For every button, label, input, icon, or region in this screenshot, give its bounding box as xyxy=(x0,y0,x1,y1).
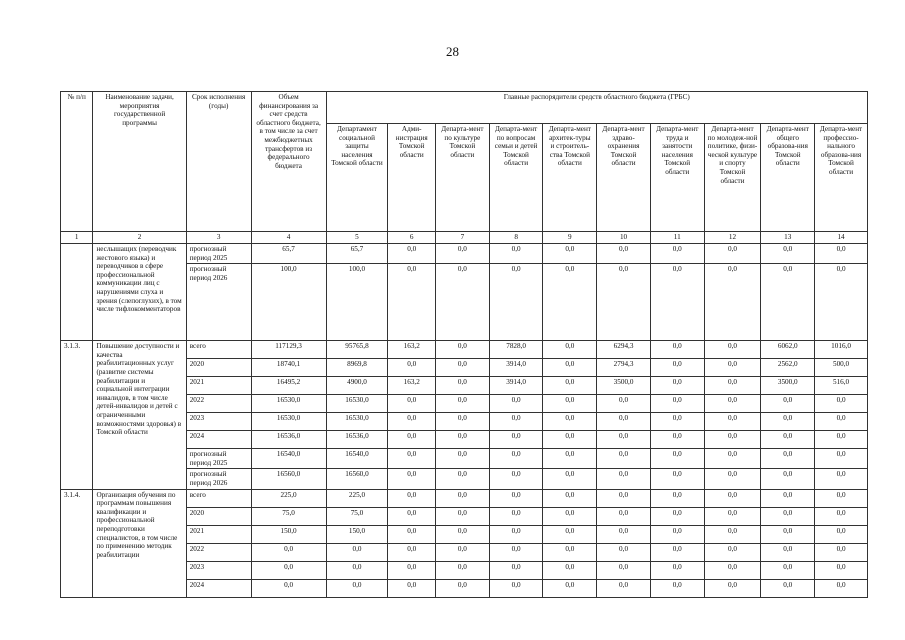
row-grbs-value: 16536,0 xyxy=(326,431,388,449)
row-grbs-value: 0,0 xyxy=(388,413,436,431)
row-grbs-value: 0,0 xyxy=(815,489,868,507)
table-row xyxy=(61,244,868,264)
row-total-value: 16560,0 xyxy=(251,469,326,489)
row-grbs-value: 0,0 xyxy=(761,507,815,525)
row-grbs-value: 3914,0 xyxy=(489,377,543,395)
row-term: 2020 xyxy=(186,359,251,377)
header-grbs-10: Департа-мент профессио-нального образова-ния Томской области xyxy=(815,124,868,232)
row-grbs-value: 0,0 xyxy=(489,431,543,449)
column-number: 11 xyxy=(650,232,704,244)
row-grbs-value: 0,0 xyxy=(436,449,490,469)
row-grbs-value: 0,0 xyxy=(704,469,761,489)
row-grbs-value: 0,0 xyxy=(388,449,436,469)
row-code: 3.1.3. xyxy=(61,341,93,489)
row-grbs-value: 0,0 xyxy=(650,377,704,395)
row-code xyxy=(61,244,93,341)
row-grbs-value: 0,0 xyxy=(388,469,436,489)
row-grbs-value: 0,0 xyxy=(543,561,597,579)
row-grbs-value: 0,0 xyxy=(815,579,868,597)
row-task: Организация обучения по программам повышения квалификации и профессиональной переподготовки специалистов, в том числе по применению методик реабилитации xyxy=(93,489,186,597)
row-grbs-value: 0,0 xyxy=(650,579,704,597)
row-grbs-value: 0,0 xyxy=(704,579,761,597)
row-grbs-value: 2794,3 xyxy=(597,359,651,377)
row-code: 3.1.4. xyxy=(61,489,93,597)
header-grbs-7: Департа-мент труда и занятости населения Томской области xyxy=(650,124,704,232)
row-grbs-value: 0,0 xyxy=(761,449,815,469)
row-grbs-value: 0,0 xyxy=(436,413,490,431)
row-grbs-value: 0,0 xyxy=(489,264,543,341)
row-grbs-value: 0,0 xyxy=(597,561,651,579)
row-total-value: 65,7 xyxy=(251,244,326,264)
row-grbs-value: 0,0 xyxy=(436,525,490,543)
row-grbs-value: 0,0 xyxy=(815,543,868,561)
row-grbs-value: 0,0 xyxy=(597,395,651,413)
row-grbs-value: 0,0 xyxy=(543,579,597,597)
row-term: 2021 xyxy=(186,525,251,543)
row-total-value: 16540,0 xyxy=(251,449,326,469)
row-grbs-value: 0,0 xyxy=(815,561,868,579)
row-grbs-value: 0,0 xyxy=(489,489,543,507)
row-grbs-value: 0,0 xyxy=(761,489,815,507)
header-grbs-5: Департа-мент архитек-туры и строитель-ства Томской области xyxy=(543,124,597,232)
row-grbs-value: 2562,0 xyxy=(761,359,815,377)
row-term: 2024 xyxy=(186,431,251,449)
row-grbs-value: 0,0 xyxy=(815,525,868,543)
row-total-value: 18740,1 xyxy=(251,359,326,377)
row-grbs-value: 0,0 xyxy=(597,579,651,597)
header-grbs-title: Главные распорядители средств областного бюджета (ГРБС) xyxy=(326,92,867,124)
row-grbs-value: 500,0 xyxy=(815,359,868,377)
row-grbs-value: 0,0 xyxy=(326,561,388,579)
header-number: № п/п xyxy=(61,92,93,232)
row-grbs-value: 0,0 xyxy=(597,507,651,525)
row-grbs-value: 65,7 xyxy=(326,244,388,264)
row-grbs-value: 0,0 xyxy=(650,469,704,489)
row-grbs-value: 0,0 xyxy=(436,469,490,489)
row-grbs-value: 0,0 xyxy=(436,377,490,395)
row-grbs-value: 16530,0 xyxy=(326,395,388,413)
row-grbs-value: 0,0 xyxy=(597,413,651,431)
row-total-value: 0,0 xyxy=(251,579,326,597)
row-grbs-value: 0,0 xyxy=(489,469,543,489)
row-grbs-value: 0,0 xyxy=(650,264,704,341)
row-grbs-value: 0,0 xyxy=(388,489,436,507)
row-grbs-value: 0,0 xyxy=(543,469,597,489)
row-grbs-value: 0,0 xyxy=(650,413,704,431)
row-grbs-value: 0,0 xyxy=(815,431,868,449)
row-grbs-value: 0,0 xyxy=(704,507,761,525)
row-grbs-value: 0,0 xyxy=(815,507,868,525)
row-grbs-value: 0,0 xyxy=(815,413,868,431)
row-grbs-value: 0,0 xyxy=(388,579,436,597)
row-grbs-value: 1016,0 xyxy=(815,341,868,359)
column-number: 5 xyxy=(326,232,388,244)
row-term: 2024 xyxy=(186,579,251,597)
row-grbs-value: 0,0 xyxy=(543,341,597,359)
row-grbs-value: 0,0 xyxy=(815,469,868,489)
row-term: 2022 xyxy=(186,543,251,561)
row-grbs-value: 0,0 xyxy=(543,489,597,507)
row-grbs-value: 0,0 xyxy=(704,489,761,507)
row-grbs-value: 0,0 xyxy=(761,244,815,264)
row-grbs-value: 0,0 xyxy=(489,395,543,413)
header-term: Срок исполнения (годы) xyxy=(186,92,251,232)
row-grbs-value: 0,0 xyxy=(489,244,543,264)
header-grbs-4: Департа-мент по вопросам семьи и детей Томской области xyxy=(489,124,543,232)
row-grbs-value: 0,0 xyxy=(704,431,761,449)
row-grbs-value: 0,0 xyxy=(436,507,490,525)
row-grbs-value: 0,0 xyxy=(650,395,704,413)
row-grbs-value: 0,0 xyxy=(489,449,543,469)
row-grbs-value: 0,0 xyxy=(543,413,597,431)
row-grbs-value: 0,0 xyxy=(388,395,436,413)
row-grbs-value: 0,0 xyxy=(436,359,490,377)
row-term: всего xyxy=(186,489,251,507)
row-grbs-value: 0,0 xyxy=(436,244,490,264)
row-grbs-value: 0,0 xyxy=(489,543,543,561)
row-grbs-value: 0,0 xyxy=(388,244,436,264)
row-grbs-value: 0,0 xyxy=(650,244,704,264)
row-term: 2023 xyxy=(186,413,251,431)
row-grbs-value: 0,0 xyxy=(704,359,761,377)
row-total-value: 225,0 xyxy=(251,489,326,507)
column-number: 13 xyxy=(761,232,815,244)
row-grbs-value: 0,0 xyxy=(489,579,543,597)
row-grbs-value: 0,0 xyxy=(704,449,761,469)
row-grbs-value: 0,0 xyxy=(436,561,490,579)
row-grbs-value: 516,0 xyxy=(815,377,868,395)
row-grbs-value: 0,0 xyxy=(761,413,815,431)
row-grbs-value: 0,0 xyxy=(815,395,868,413)
row-grbs-value: 4900,0 xyxy=(326,377,388,395)
row-grbs-value: 0,0 xyxy=(543,431,597,449)
row-grbs-value: 0,0 xyxy=(436,264,490,341)
row-total-value: 16530,0 xyxy=(251,413,326,431)
row-grbs-value: 163,2 xyxy=(388,341,436,359)
row-grbs-value: 16530,0 xyxy=(326,413,388,431)
header-grbs-2: Адми-нистрация Томской области xyxy=(388,124,436,232)
row-grbs-value: 8969,8 xyxy=(326,359,388,377)
row-grbs-value: 0,0 xyxy=(388,525,436,543)
row-grbs-value: 0,0 xyxy=(388,507,436,525)
row-grbs-value: 0,0 xyxy=(761,431,815,449)
row-grbs-value: 0,0 xyxy=(650,489,704,507)
row-term: 2023 xyxy=(186,561,251,579)
row-grbs-value: 0,0 xyxy=(543,395,597,413)
row-grbs-value: 0,0 xyxy=(761,561,815,579)
row-grbs-value: 0,0 xyxy=(489,561,543,579)
row-total-value: 16536,0 xyxy=(251,431,326,449)
row-term: прогнозный период 2025 xyxy=(186,449,251,469)
row-task: неслышащих (переводчик жестового языка) и переводчиков в сфере профессиональной коммуникации лиц с нарушениями слуха и зрения (слепоглухих), в том числе тифлокомментаторов xyxy=(93,244,186,341)
row-grbs-value: 0,0 xyxy=(761,543,815,561)
row-grbs-value: 0,0 xyxy=(543,449,597,469)
row-grbs-value: 0,0 xyxy=(543,359,597,377)
row-grbs-value: 150,0 xyxy=(326,525,388,543)
header-grbs-1: Департамент социальной защиты населения Томской области xyxy=(326,124,388,232)
row-term: 2022 xyxy=(186,395,251,413)
row-grbs-value: 0,0 xyxy=(436,543,490,561)
row-grbs-value: 3914,0 xyxy=(489,359,543,377)
row-grbs-value: 0,0 xyxy=(704,543,761,561)
column-number: 1 xyxy=(61,232,93,244)
row-total-value: 16495,2 xyxy=(251,377,326,395)
row-grbs-value: 0,0 xyxy=(650,507,704,525)
row-grbs-value: 0,0 xyxy=(597,489,651,507)
row-grbs-value: 225,0 xyxy=(326,489,388,507)
row-total-value: 150,0 xyxy=(251,525,326,543)
row-grbs-value: 0,0 xyxy=(543,507,597,525)
row-grbs-value: 7828,0 xyxy=(489,341,543,359)
column-number: 7 xyxy=(436,232,490,244)
row-grbs-value: 16560,0 xyxy=(326,469,388,489)
row-task: Повышение доступности и качества реабилитационных услуг (развитие системы реабилитации и социальной интеграции инвалидов, в том числе детей-инвалидов и детей с ограниченными возможностями здоровья) в Томской области xyxy=(93,341,186,489)
row-grbs-value: 0,0 xyxy=(543,377,597,395)
column-number: 12 xyxy=(704,232,761,244)
row-grbs-value: 0,0 xyxy=(326,543,388,561)
row-grbs-value: 0,0 xyxy=(436,489,490,507)
row-grbs-value: 6294,3 xyxy=(597,341,651,359)
row-term: 2020 xyxy=(186,507,251,525)
column-number: 10 xyxy=(597,232,651,244)
header-grbs-6: Департа-мент здраво-охранения Томской области xyxy=(597,124,651,232)
column-number: 3 xyxy=(186,232,251,244)
row-grbs-value: 0,0 xyxy=(597,244,651,264)
row-grbs-value: 0,0 xyxy=(436,579,490,597)
row-grbs-value: 0,0 xyxy=(597,264,651,341)
row-total-value: 100,0 xyxy=(251,264,326,341)
row-grbs-value: 0,0 xyxy=(761,525,815,543)
header-grbs-8: Департа-мент по молодеж-ной политике, физи-ческой культуре и спорту Томской области xyxy=(704,124,761,232)
row-grbs-value: 0,0 xyxy=(489,413,543,431)
row-grbs-value: 0,0 xyxy=(650,341,704,359)
header-grbs-3: Департа-мент по культуре Томской области xyxy=(436,124,490,232)
column-number: 4 xyxy=(251,232,326,244)
row-grbs-value: 0,0 xyxy=(597,469,651,489)
row-total-value: 75,0 xyxy=(251,507,326,525)
row-grbs-value: 0,0 xyxy=(650,449,704,469)
table-row xyxy=(61,341,868,359)
row-grbs-value: 0,0 xyxy=(704,377,761,395)
row-grbs-value: 0,0 xyxy=(704,395,761,413)
row-term: всего xyxy=(186,341,251,359)
header-task: Наименование задачи, мероприятия государственной программы xyxy=(93,92,186,232)
row-grbs-value: 0,0 xyxy=(761,264,815,341)
column-number: 8 xyxy=(489,232,543,244)
row-grbs-value: 0,0 xyxy=(388,561,436,579)
row-grbs-value: 0,0 xyxy=(597,449,651,469)
budget-table xyxy=(60,91,868,598)
row-grbs-value: 95765,8 xyxy=(326,341,388,359)
row-grbs-value: 0,0 xyxy=(543,244,597,264)
row-grbs-value: 0,0 xyxy=(815,449,868,469)
row-grbs-value: 0,0 xyxy=(704,244,761,264)
row-grbs-value: 0,0 xyxy=(815,244,868,264)
row-total-value: 0,0 xyxy=(251,561,326,579)
page-number: 28 xyxy=(446,44,459,59)
row-grbs-value: 0,0 xyxy=(436,341,490,359)
row-grbs-value: 163,2 xyxy=(388,377,436,395)
row-grbs-value: 0,0 xyxy=(326,579,388,597)
row-grbs-value: 0,0 xyxy=(650,359,704,377)
row-total-value: 16530,0 xyxy=(251,395,326,413)
row-term: прогнозный период 2026 xyxy=(186,469,251,489)
row-term: прогнозный период 2026 xyxy=(186,264,251,341)
row-grbs-value: 0,0 xyxy=(489,507,543,525)
row-grbs-value: 0,0 xyxy=(650,561,704,579)
row-grbs-value: 0,0 xyxy=(815,264,868,341)
row-grbs-value: 0,0 xyxy=(597,543,651,561)
row-grbs-value: 3500,0 xyxy=(597,377,651,395)
header-grbs-9: Департа-мент общего образова-ния Томской области xyxy=(761,124,815,232)
row-grbs-value: 0,0 xyxy=(650,431,704,449)
table-row xyxy=(61,489,868,507)
row-grbs-value: 6062,0 xyxy=(761,341,815,359)
row-grbs-value: 0,0 xyxy=(761,395,815,413)
row-grbs-value: 0,0 xyxy=(704,264,761,341)
row-grbs-value: 0,0 xyxy=(704,341,761,359)
row-total-value: 0,0 xyxy=(251,543,326,561)
column-number: 2 xyxy=(93,232,186,244)
row-grbs-value: 75,0 xyxy=(326,507,388,525)
row-grbs-value: 3500,0 xyxy=(761,377,815,395)
row-grbs-value: 0,0 xyxy=(704,413,761,431)
row-grbs-value: 0,0 xyxy=(704,561,761,579)
row-grbs-value: 0,0 xyxy=(597,525,651,543)
row-grbs-value: 0,0 xyxy=(650,525,704,543)
row-grbs-value: 0,0 xyxy=(436,431,490,449)
row-grbs-value: 16540,0 xyxy=(326,449,388,469)
row-grbs-value: 0,0 xyxy=(436,395,490,413)
row-grbs-value: 0,0 xyxy=(650,543,704,561)
header-total: Объем финансирования за счет средств областного бюджета, в том числе за счет межбюджетных трансфертов из федерального бюджета xyxy=(251,92,326,232)
row-grbs-value: 0,0 xyxy=(761,469,815,489)
row-term: прогнозный период 2025 xyxy=(186,244,251,264)
row-grbs-value: 0,0 xyxy=(543,543,597,561)
row-grbs-value: 0,0 xyxy=(388,264,436,341)
row-grbs-value: 0,0 xyxy=(543,264,597,341)
column-number: 6 xyxy=(388,232,436,244)
row-grbs-value: 0,0 xyxy=(388,543,436,561)
row-grbs-value: 0,0 xyxy=(388,431,436,449)
row-total-value: 117129,3 xyxy=(251,341,326,359)
column-number: 14 xyxy=(815,232,868,244)
row-grbs-value: 0,0 xyxy=(597,431,651,449)
row-grbs-value: 0,0 xyxy=(388,359,436,377)
column-number: 9 xyxy=(543,232,597,244)
row-grbs-value: 0,0 xyxy=(761,579,815,597)
row-grbs-value: 0,0 xyxy=(704,525,761,543)
row-grbs-value: 0,0 xyxy=(543,525,597,543)
row-term: 2021 xyxy=(186,377,251,395)
row-grbs-value: 0,0 xyxy=(489,525,543,543)
row-grbs-value: 100,0 xyxy=(326,264,388,341)
